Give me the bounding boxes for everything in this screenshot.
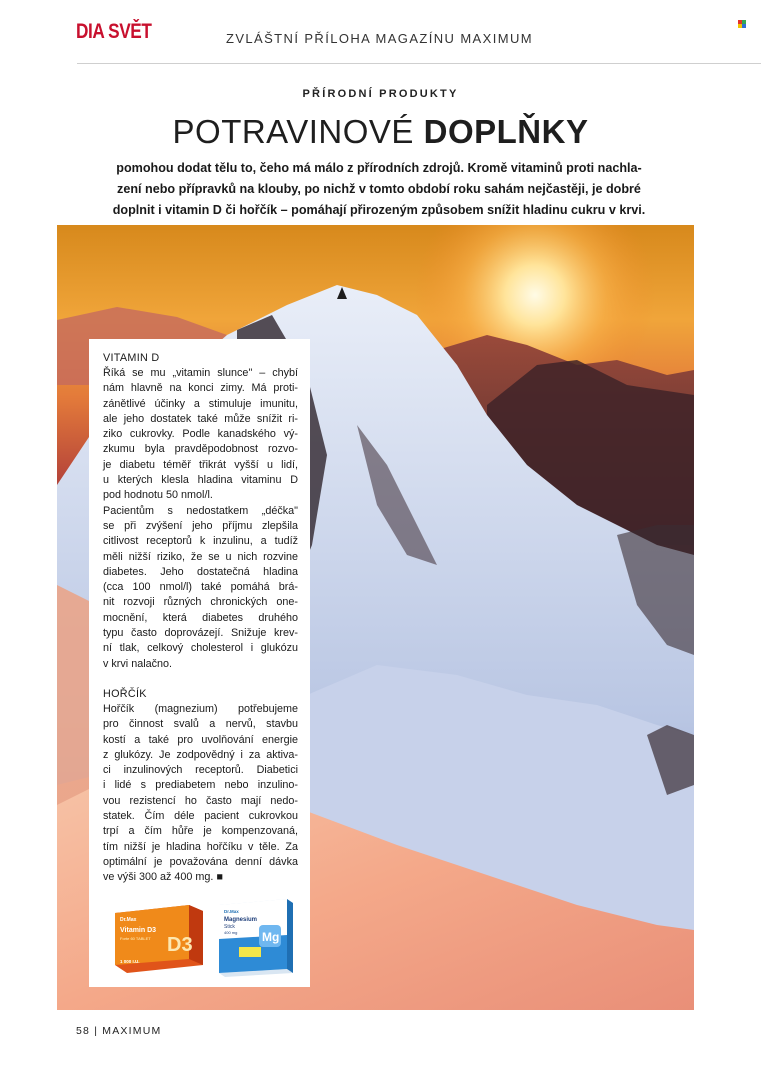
lead-line: doplnit i vitamin D či hořčík – pomáhají přirozeným způsobem snížit hladinu cukru v krvi. bbox=[112, 203, 646, 217]
text-line: mocnění, která diabetes druhého bbox=[103, 611, 298, 624]
text-line: Hořčík (magnezium) potřebujeme bbox=[103, 702, 298, 715]
lead-line: pomohou dodat tělu to, čeho má málo z přírodních zdrojů. Kromě vitaminů proti nachla- bbox=[116, 161, 642, 175]
text-line: ve výši 300 až 400 mg. ■ bbox=[103, 871, 223, 884]
vitd-badge: D3 bbox=[167, 934, 193, 956]
text-line: statek. Čím déle pacient cukrovkou bbox=[103, 810, 298, 823]
page-number: 58 bbox=[76, 1025, 91, 1037]
text-line: měli nižší riziko, že se u nich rozvine bbox=[103, 550, 298, 563]
text-line: vou rezistencí ho často mají nedo- bbox=[103, 794, 298, 807]
text-line: tím nižší je hladina hořčíku v těle. Za bbox=[103, 840, 298, 853]
lead-paragraph bbox=[84, 158, 674, 221]
text-line: pod hodnotu 50 nmol/l. bbox=[103, 489, 213, 502]
section-label: PŘÍRODNÍ PRODUKTY bbox=[302, 88, 459, 100]
magnesium-heading: HOŘČÍK bbox=[103, 687, 147, 700]
header-divider bbox=[77, 63, 761, 64]
page-title bbox=[0, 113, 761, 151]
text-line: Říká se mu „vitamin slunce" – chybí bbox=[103, 367, 298, 379]
text-line: kostí a také pro uvolňování energie bbox=[103, 733, 298, 746]
text-line: ziko cukrovky. Podle kanadského vý- bbox=[103, 428, 298, 441]
sidebar-box bbox=[89, 339, 310, 987]
mg-name: Magnesium bbox=[224, 917, 258, 923]
text-line: se při zvýšení jeho příjmu zlepšila bbox=[103, 519, 298, 532]
text-line: i lidé s prediabetem nebo inzulino- bbox=[103, 779, 298, 792]
text-line: citlivost receptorů k inzulinu, a tudíž bbox=[103, 535, 298, 548]
vitamin-d-paragraph bbox=[103, 366, 298, 672]
magnesium-package bbox=[219, 899, 293, 977]
color-registration-icon bbox=[738, 20, 746, 28]
mg-dose: 400 mg bbox=[224, 930, 238, 935]
footer-separator: | bbox=[94, 1025, 99, 1037]
text-line: (cca 100 nmol/l) také pomáhá brá- bbox=[103, 581, 298, 594]
brand-logo: DIA SVĚT bbox=[76, 20, 152, 43]
text-line: z glukózy. Je zodpovědný i za aktiva- bbox=[103, 748, 298, 761]
text-line: ci inzulinových receptorů. Diabetici bbox=[103, 764, 298, 777]
text-line: u kterých klesla hladina vitaminu D bbox=[103, 474, 298, 487]
mg-brand: Dr.Max bbox=[224, 909, 239, 914]
text-line: trpí a čím hůře je kompenzovaná, bbox=[103, 825, 298, 838]
product-images bbox=[111, 899, 296, 979]
text-line: v krvi nalačno. bbox=[103, 657, 173, 670]
text-line: je diabetu téměř třikrát vyšší u lidí, bbox=[103, 458, 298, 471]
title-bold: DOPLŇKY bbox=[423, 113, 589, 150]
footer-magazine: MAXIMUM bbox=[102, 1025, 162, 1037]
lead-line: zení nebo přípravků na klouby, po nichž v tomto období roku sahám nejčastěji, je dobré bbox=[117, 182, 641, 196]
text-line: ní tlak, celkový cholesterol i glukózu bbox=[103, 642, 298, 655]
vitd-dose: 1 000 I.U. bbox=[120, 959, 140, 964]
supplement-label: ZVLÁŠTNÍ PŘÍLOHA MAGAZÍNU MAXIMUM bbox=[226, 31, 533, 46]
text-line: ale jeho dostatek také může snížit ri- bbox=[103, 412, 298, 425]
text-line: zánětlivé účinky a stimuluje imunitu, bbox=[103, 397, 298, 410]
magnesium-paragraph bbox=[103, 702, 298, 886]
text-line: nit rozvoji různých chronických one- bbox=[103, 596, 298, 609]
mg-badge: Mg bbox=[262, 930, 280, 944]
text-line: nám hlavně na konci zimy. Má proti- bbox=[103, 382, 298, 395]
text-line: pro činnost svalů a nervů, stavbu bbox=[103, 718, 298, 731]
text-line: optimální je považována denní dávka bbox=[103, 855, 298, 868]
text-line: typu často doprovázejí. Snižuje krev- bbox=[103, 627, 298, 640]
mg-sub: Stick bbox=[224, 924, 235, 930]
text-line: Pacientům s nedostatkem „déčka" bbox=[103, 504, 298, 517]
title-light: POTRAVINOVÉ bbox=[172, 113, 424, 150]
text-line: zkumu byla pravděpodobnost rozvo- bbox=[103, 443, 298, 456]
vitamin-d3-package bbox=[115, 905, 203, 973]
vitd-name: Vitamin D3 bbox=[120, 927, 157, 934]
vitd-sub: Forte 60 TABLET bbox=[120, 936, 151, 941]
vitd-brand: Dr.Max bbox=[120, 917, 137, 923]
page-footer bbox=[76, 1025, 161, 1037]
vitamin-d-heading: VITAMIN D bbox=[103, 352, 160, 364]
text-line: diabetes. Jeho dostatečná hladina bbox=[103, 565, 298, 578]
